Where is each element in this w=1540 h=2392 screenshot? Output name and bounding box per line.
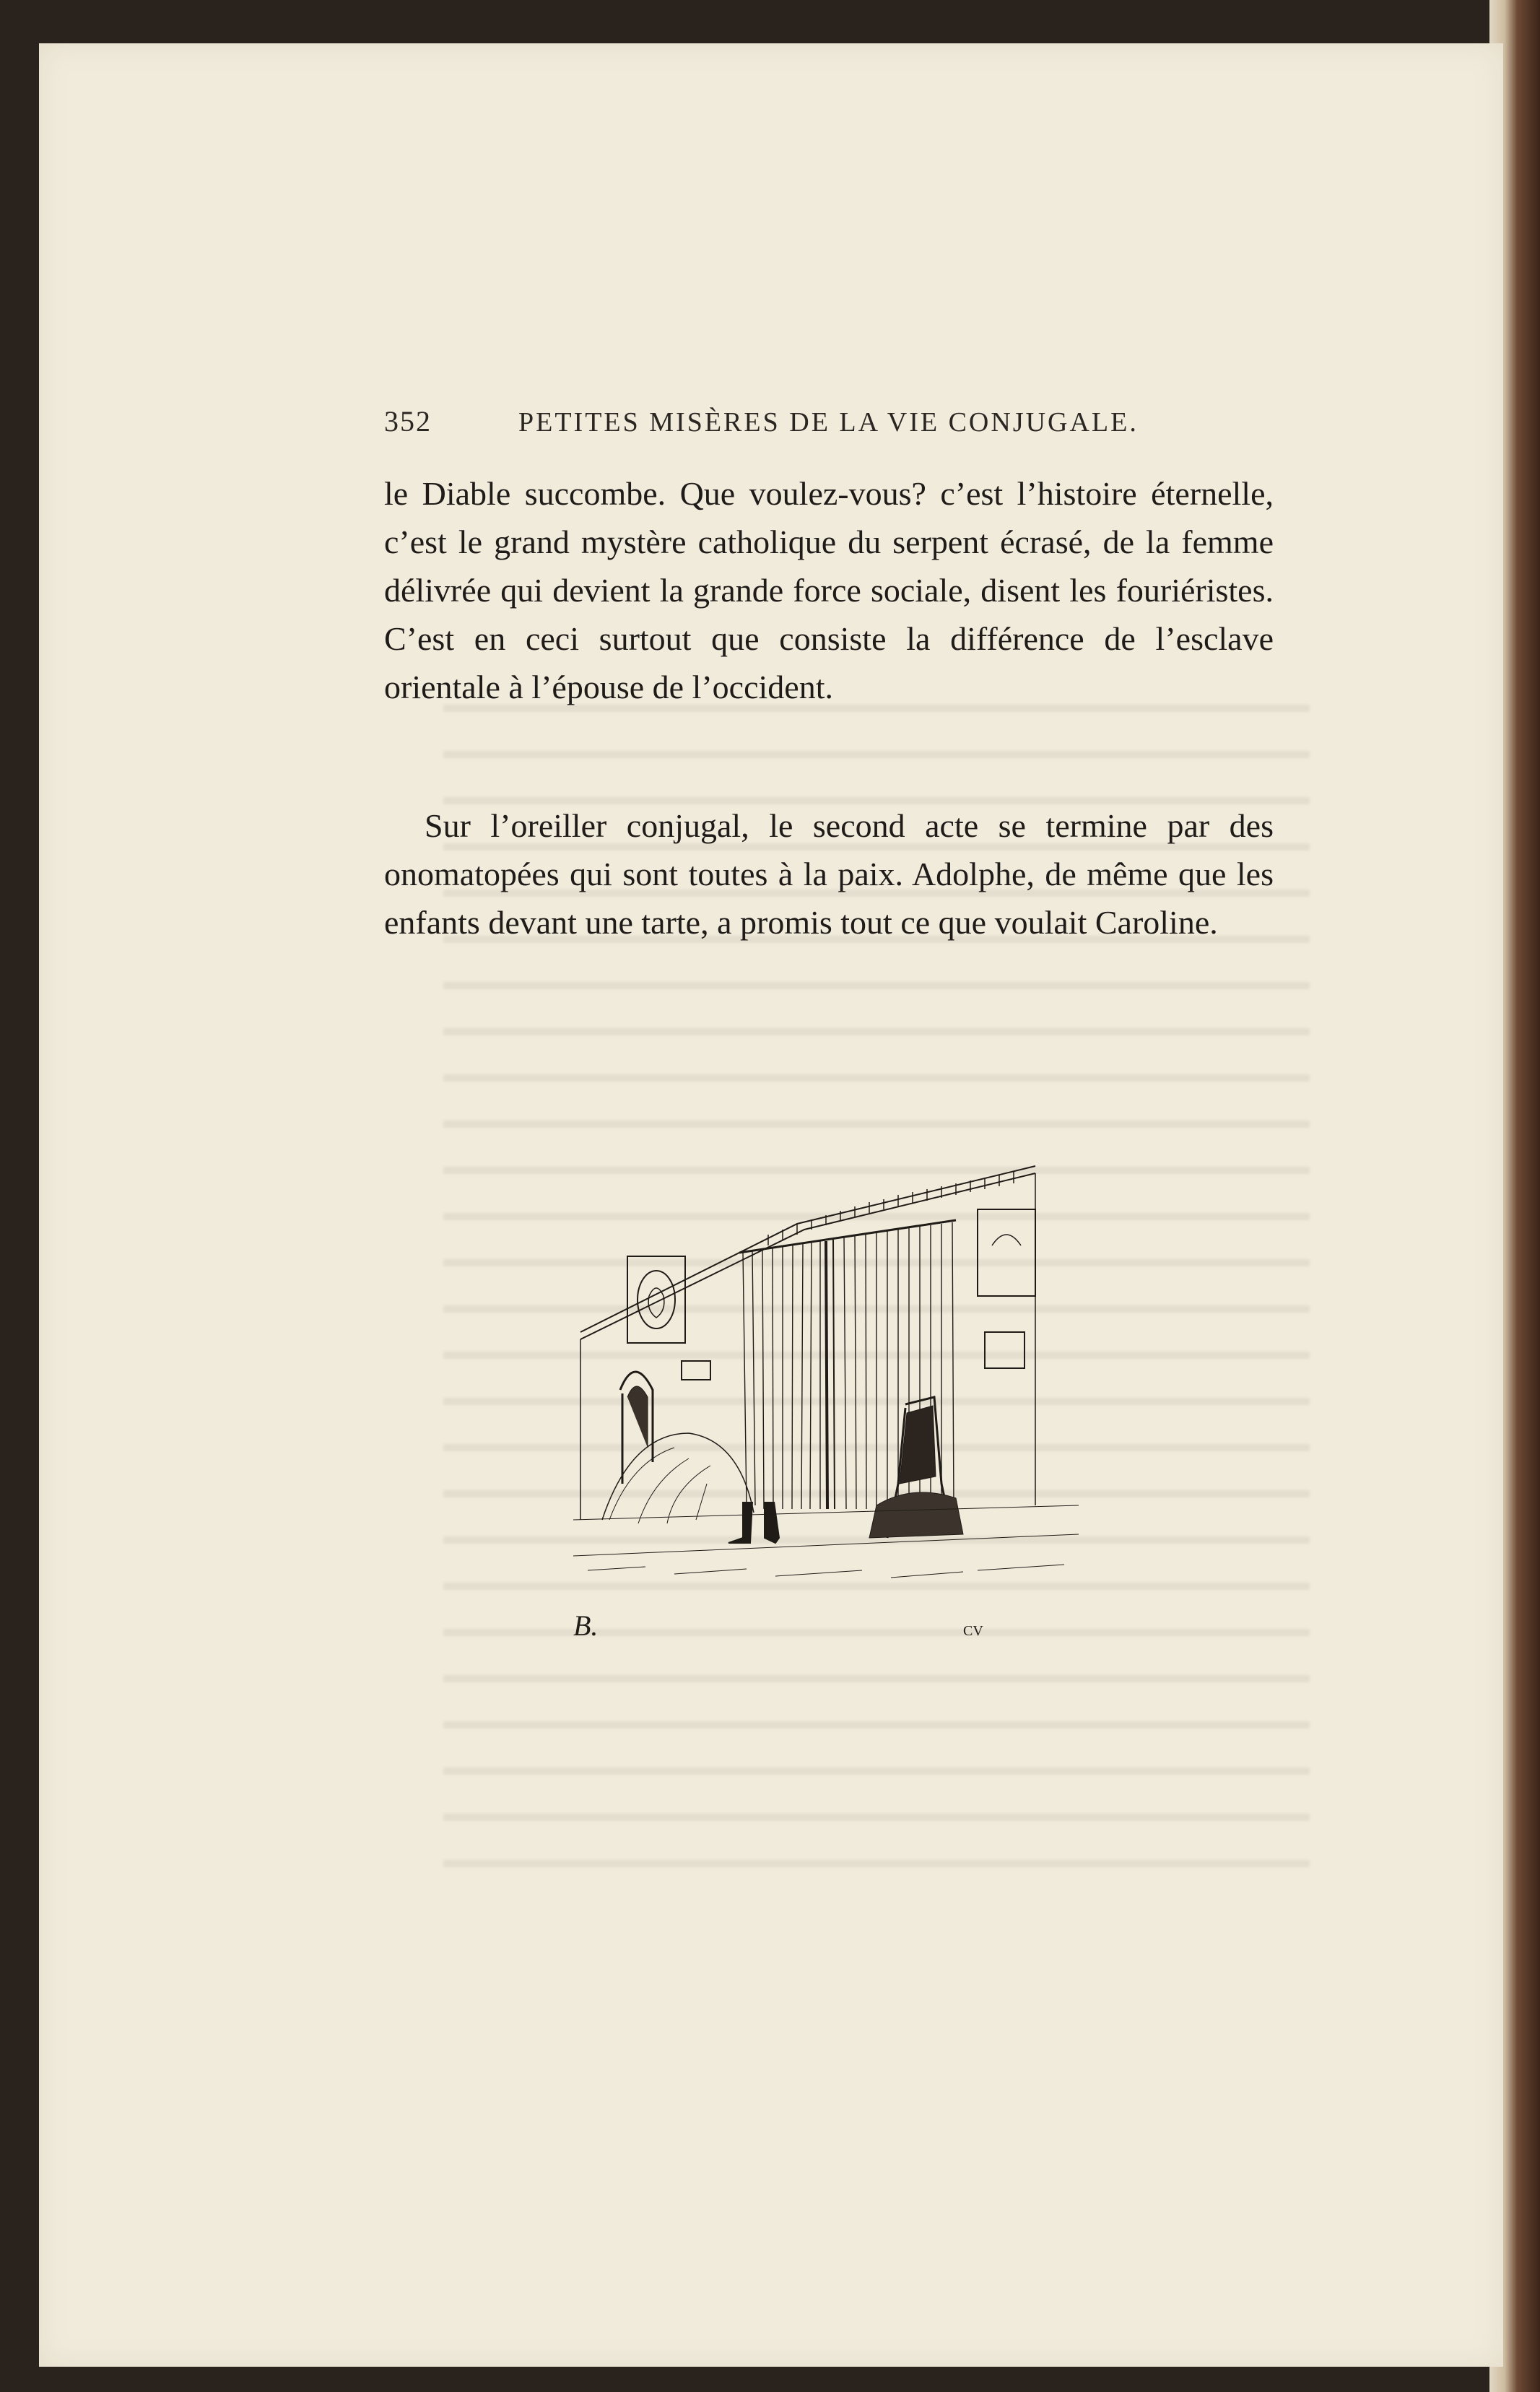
book-page — [39, 43, 1503, 2367]
page-number: 352 — [384, 405, 432, 438]
running-title: PETITES MISÈRES DE LA VIE CONJUGALE. — [518, 407, 1139, 438]
engraver-signature-left: B. — [573, 1609, 599, 1642]
paragraph-2: Sur l’oreiller conjugal, le second acte se termine par des onomatopées qui sont toutes à la paix. Adolphe, de même que les enfants devant une tarte, a promis tout ce que voulait Caroline. — [384, 807, 1274, 941]
running-head — [384, 404, 1222, 448]
engraver-signature-right: CV — [963, 1623, 983, 1639]
engraving-illustration — [559, 1144, 1093, 1664]
paragraph-1: le Diable succombe. Que voulez-vous? c’est l’histoire éternelle, c’est le grand mystère catholique du serpent écrasé, de la femme délivrée qui devient la grande force sociale, disent les fouriéristes. C’est en ceci surtout que consiste la différence de l’esclave orientale à l’épouse de l’occident. — [384, 475, 1274, 705]
